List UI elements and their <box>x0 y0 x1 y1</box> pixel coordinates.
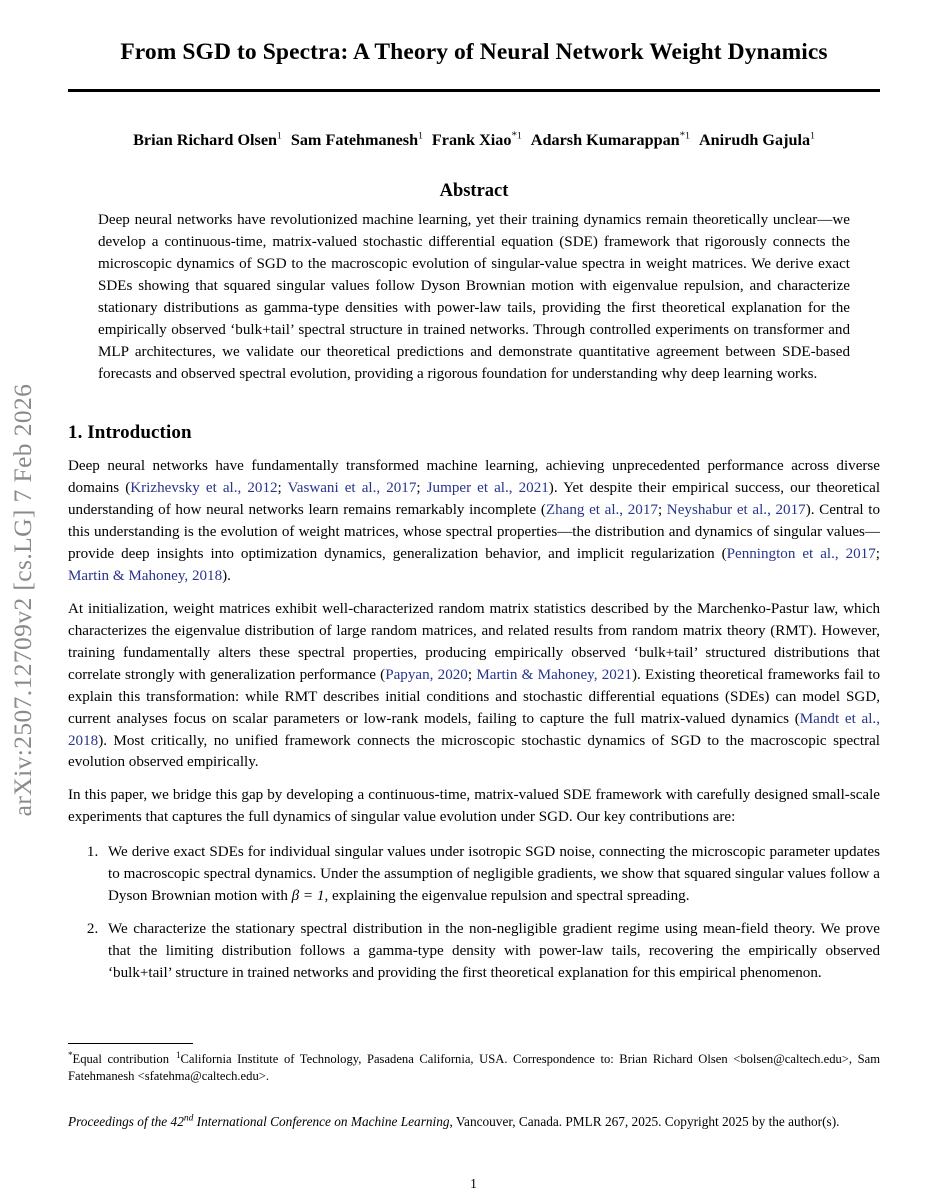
conference-ordinal-suffix: nd <box>183 1113 194 1124</box>
text-run: ; <box>416 480 427 497</box>
citation-link[interactable]: Papyan, 2020 <box>385 666 468 683</box>
author-entry <box>432 131 522 149</box>
footnote-star-marker: * <box>68 1049 73 1060</box>
affiliation-text: California Institute of Technology, Pasadena California, USA. Correspondence to: Brian Richard Olsen <bolsen@caltech.edu>, Sam Fatehmanesh <sfatehma@caltech.edu>. <box>68 1052 880 1084</box>
abstract-section <box>98 151 850 386</box>
text-run: International Conference on Machine Learning <box>193 1114 450 1129</box>
text-run: Proceedings of the <box>68 1114 171 1129</box>
footnote-block <box>68 1043 880 1086</box>
author-star: * <box>679 129 686 142</box>
citation-link[interactable]: Neyshabur et al., 2017 <box>666 501 806 518</box>
page-title: From SGD to Spectra: A Theory of Neural Network Weight Dynamics <box>120 39 828 65</box>
intro-paragraph-2 <box>68 599 880 775</box>
text-run: ; <box>657 501 667 518</box>
citation-link[interactable]: Pennington et al., 2017 <box>726 545 876 562</box>
author-entry <box>133 131 282 149</box>
footnote-text <box>68 1051 880 1086</box>
text-run: We characterize the stationary spectral distribution in the non-negligible gradient regime using mean-field theory. We prove that the limiting distribution follows a gamma-type density with power-law tails, recovering the empirically observed ‘bulk+tail’ structure in trained networks and providing the first theoretical explanation for this empirical phenomenon. <box>108 921 880 982</box>
math-beta-equals-one: β = 1 <box>291 888 325 905</box>
citation-link[interactable]: Krizhevsky et al., 2012 <box>130 480 278 497</box>
author-affil: 1 <box>810 130 815 142</box>
text-run: ). <box>222 567 231 584</box>
equal-contribution-note: Equal contribution <box>72 1052 169 1066</box>
text-run: Deep neural networks have fundamentally transformed machine learning, achieving unprecedented performance across diverse domains ( <box>68 458 880 497</box>
abstract-body: Deep neural networks have revolutionized machine learning, yet their training dynamics remain theoretically unclear—we develop a continuous-time, matrix-valued stochastic differential equation (SDE) framework that rigorously connects the microscopic dynamics of SGD to the macroscopic evolution of singular-value spectra in weight matrices. We derive exact SDEs showing that squared singular values follow Dyson Brownian motion with eigenvalue repulsion, and characterize stationary distributions as gamma-type densities with power-law tails, providing the first theoretical explanation for the empirically observed ‘bulk+tail’ spectral structure in trained networks. Through controlled experiments on transformer and MLP architectures, we validate our theoretical predictions and demonstrate quantitative agreement between SDE-based forecasts and observed spectral evolution, providing a rigorous foundation for understanding why deep learning works. <box>98 212 850 383</box>
author-entry <box>531 131 690 149</box>
author-entry <box>291 131 423 149</box>
title-divider <box>68 89 880 92</box>
citation-link[interactable]: Zhang et al., 2017 <box>545 501 658 518</box>
author-star: * <box>511 129 517 142</box>
arxiv-stamp: arXiv:2507.12709v2 [cs.LG] 7 Feb 2026 <box>8 383 37 817</box>
intro-paragraph-1 <box>68 456 880 588</box>
page-number: 1 <box>470 1176 477 1191</box>
abstract-heading: Abstract <box>439 181 509 202</box>
citation-link[interactable]: Martin & Mahoney, 2021 <box>476 666 632 683</box>
author-name: Brian Richard Olsen <box>133 131 278 150</box>
citation-link[interactable]: Jumper et al., 2021 <box>426 480 549 497</box>
intro-paragraph-3: In this paper, we bridge this gap by developing a continuous-time, matrix-valued SDE framework with carefully designed small-scale experiments that captures the full dynamics of singular value evolution under SGD. Our key contributions are: <box>68 787 880 826</box>
text-run: We derive exact SDEs for individual singular values under isotropic SGD noise, connecting the microscopic parameter updates to macroscopic spectral dynamics. Under the assumption of negligible gradients, we show that squared singular values follow a Dyson Brownian motion with <box>108 844 880 905</box>
author-affil: 1 <box>517 130 522 142</box>
text-run: ; <box>467 666 477 683</box>
proceedings-note <box>68 1113 880 1132</box>
author-affil: 1 <box>418 130 423 142</box>
author-name: Frank Xiao <box>431 131 512 150</box>
contributions-list <box>68 842 880 985</box>
author-entry <box>699 131 815 149</box>
author-list <box>68 130 880 151</box>
citation-link[interactable]: Mandt et al., 2018 <box>68 710 880 749</box>
author-affil: 1 <box>685 130 690 142</box>
text-run: , explaining the eigenvalue repulsion and spectral spreading. <box>324 888 690 905</box>
paper-content <box>68 0 880 996</box>
author-name: Anirudh Gajula <box>698 131 811 150</box>
footnote-divider <box>68 1043 193 1044</box>
list-item <box>102 842 880 908</box>
text-run: ). Yet despite their empirical success, our theoretical understanding of how neural networks learn remains remarkably incomplete ( <box>68 480 881 518</box>
text-run: ; <box>875 545 880 562</box>
text-run: ). Central to this understanding is the evolution of weight matrices, whose spectral properties—the distribution and dynamics of singular values—provide deep insights into optimization dynamics, generalization behavior, and implicit regularization ( <box>68 501 880 562</box>
text-run: ). Existing theoretical frameworks fail to explain this transformation: while RMT describes initial conditions and stochastic differential equations (SDEs) can model SGD, current analyses focus on scalar parameters or low-rank models, failing to capture the full matrix-valued dynamics ( <box>68 666 881 727</box>
list-item <box>102 919 880 985</box>
text-run: ). Most critically, no unified framework connects the microscopic stochastic dynamics of SGD to the macroscopic spectral evolution observed empirically. <box>68 732 880 771</box>
conference-ordinal: 42 <box>170 1114 184 1129</box>
author-affil: 1 <box>277 130 282 142</box>
text-run: ; <box>277 480 288 497</box>
author-name: Adarsh Kumarappan <box>530 131 680 150</box>
text-run: At initialization, weight matrices exhibit well-characterized random matrix statistics described by the Marchenko-Pastur law, which characterizes the eigenvalue distribution of large random matrices, and related results from random matrix theory (RMT). However, training fundamentally alters these spectral properties, producing empirically observed ‘bulk+tail’ structured distributions that correlate strongly with generalization performance ( <box>68 600 880 683</box>
author-name: Sam Fatehmanesh <box>290 131 419 150</box>
section-heading-introduction: 1. Introduction <box>68 422 192 444</box>
citation-link[interactable]: Martin & Mahoney, 2018 <box>68 567 223 584</box>
footnote-affil-marker: 1 <box>176 1049 181 1060</box>
text-run: , Vancouver, Canada. PMLR 267, 2025. Copyright 2025 by the author(s). <box>449 1114 840 1129</box>
citation-link[interactable]: Vaswani et al., 2017 <box>287 480 417 497</box>
